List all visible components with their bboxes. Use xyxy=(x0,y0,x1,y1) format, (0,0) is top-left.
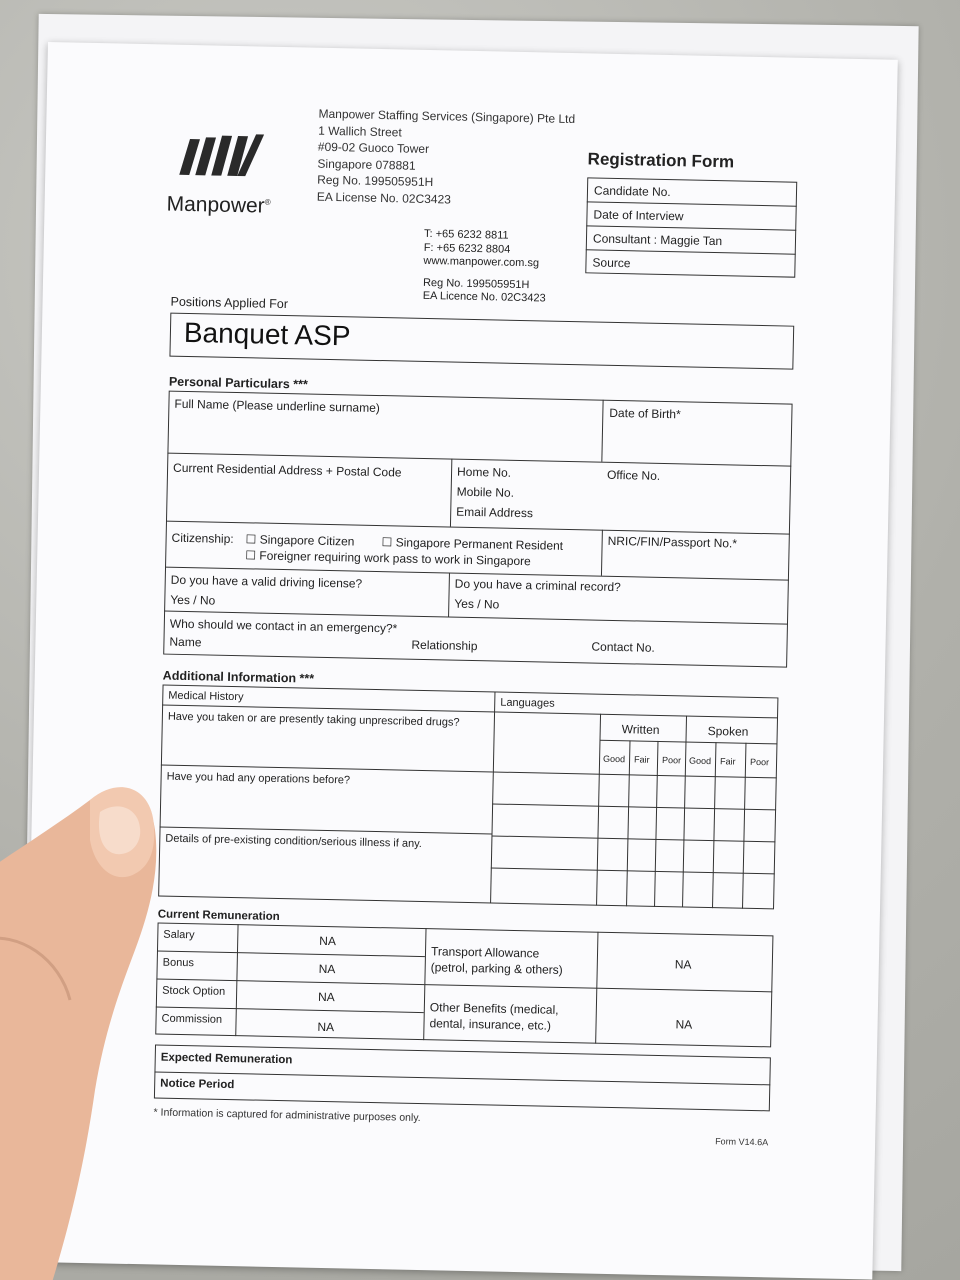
company-contact: T: +65 6232 8811 F: +65 6232 8804 www.manpower.com.sg Reg No. 199505951H EA Licence No. 02C3423 xyxy=(422,227,546,305)
bonus-value: NA xyxy=(318,961,336,977)
grade-poor-spoken: Poor xyxy=(749,756,770,768)
full-name-label: Full Name (Please underline surname) xyxy=(174,396,380,416)
dob-label: Date of Birth* xyxy=(609,405,681,422)
grade-good-written: Good xyxy=(603,753,626,765)
driving-label: Do you have a valid driving license? xyxy=(170,572,363,591)
positions-label: Positions Applied For xyxy=(170,294,289,312)
grade-poor-written: Poor xyxy=(661,755,682,766)
spoken-header: Spoken xyxy=(707,723,749,739)
positions-value: Banquet ASP xyxy=(183,316,351,352)
driving-answer[interactable]: Yes / No xyxy=(170,592,216,608)
source-label: Source xyxy=(592,255,631,271)
mobile-no-label: Mobile No. xyxy=(456,484,515,500)
stock-option-label: Stock Option xyxy=(162,984,226,998)
company-address: Manpower Staffing Services (Singapore) Pte Ltd 1 Wallich Street #09-02 Guoco Tower Singapore 078881 Reg No. 199505951H EA License No. 02C3423 xyxy=(316,106,576,206)
address-label: Current Residential Address + Postal Code xyxy=(172,460,402,480)
notice-period-label: Notice Period xyxy=(160,1077,235,1092)
written-header: Written xyxy=(621,722,660,737)
transport-value: NA xyxy=(674,957,692,972)
form-version: Form V14.6A xyxy=(715,1136,769,1148)
emergency-name-label: Name xyxy=(169,634,202,650)
other-benefits-label: Other Benefits (medical, xyxy=(429,1000,559,1017)
grade-fair-spoken: Fair xyxy=(719,756,736,767)
email-label: Email Address xyxy=(456,504,534,521)
medical-history-label: Medical History xyxy=(168,689,244,704)
emergency-contact-label: Contact No. xyxy=(591,639,655,655)
transport-sub-label: (petrol, parking & others) xyxy=(430,960,563,977)
citizen-checkbox[interactable]: ☐ Singapore Citizen xyxy=(245,532,355,549)
personal-particulars-title: Personal Particulars *** xyxy=(168,374,308,392)
manpower-logo-icon xyxy=(175,131,266,179)
illness-question: Details of pre-existing condition/serious illness if any. xyxy=(165,832,423,851)
grade-good-spoken: Good xyxy=(688,755,712,767)
form-title: Registration Form xyxy=(587,149,735,172)
candidate-no-label: Candidate No. xyxy=(593,183,671,200)
consultant-label: Consultant : Maggie Tan xyxy=(592,231,723,249)
emergency-relationship-label: Relationship xyxy=(411,637,478,654)
drugs-question: Have you taken or are presently taking unprescribed drugs? xyxy=(167,710,460,729)
foreigner-checkbox[interactable]: ☐ Foreigner requiring work pass to work in Singapore xyxy=(245,548,531,569)
commission-value: NA xyxy=(317,1019,335,1035)
salary-label: Salary xyxy=(163,928,195,942)
languages-label: Languages xyxy=(500,696,555,710)
office-no-label: Office No. xyxy=(606,467,661,483)
bonus-label: Bonus xyxy=(162,956,195,970)
date-of-interview-label: Date of Interview xyxy=(593,207,684,224)
expected-remuneration-label: Expected Remuneration xyxy=(160,1051,293,1067)
stock-option-value: NA xyxy=(317,989,335,1005)
criminal-answer[interactable]: Yes / No xyxy=(454,596,500,612)
additional-info-title: Additional Information *** xyxy=(162,668,315,686)
pr-checkbox[interactable]: ☐ Singapore Permanent Resident xyxy=(381,535,564,553)
salary-value: NA xyxy=(319,933,337,949)
citizenship-label: Citizenship: xyxy=(171,530,234,546)
brand-name: Manpower® xyxy=(166,192,271,218)
current-remuneration-title: Current Remuneration xyxy=(157,908,280,924)
commission-label: Commission xyxy=(161,1012,223,1026)
grade-fair-written: Fair xyxy=(633,754,650,765)
nric-label: NRIC/FIN/Passport No.* xyxy=(607,533,738,551)
other-benefits-sub-label: dental, insurance, etc.) xyxy=(429,1016,552,1033)
other-benefits-value: NA xyxy=(675,1017,693,1032)
criminal-label: Do you have a criminal record? xyxy=(454,576,621,595)
transport-label: Transport Allowance xyxy=(430,944,540,961)
emergency-label: Who should we contact in an emergency?* xyxy=(169,616,398,636)
footnote: * Information is captured for administrative purposes only. xyxy=(153,1106,421,1125)
home-no-label: Home No. xyxy=(456,464,512,480)
hand-image xyxy=(0,760,223,1280)
operations-question: Have you had any operations before? xyxy=(166,770,351,787)
